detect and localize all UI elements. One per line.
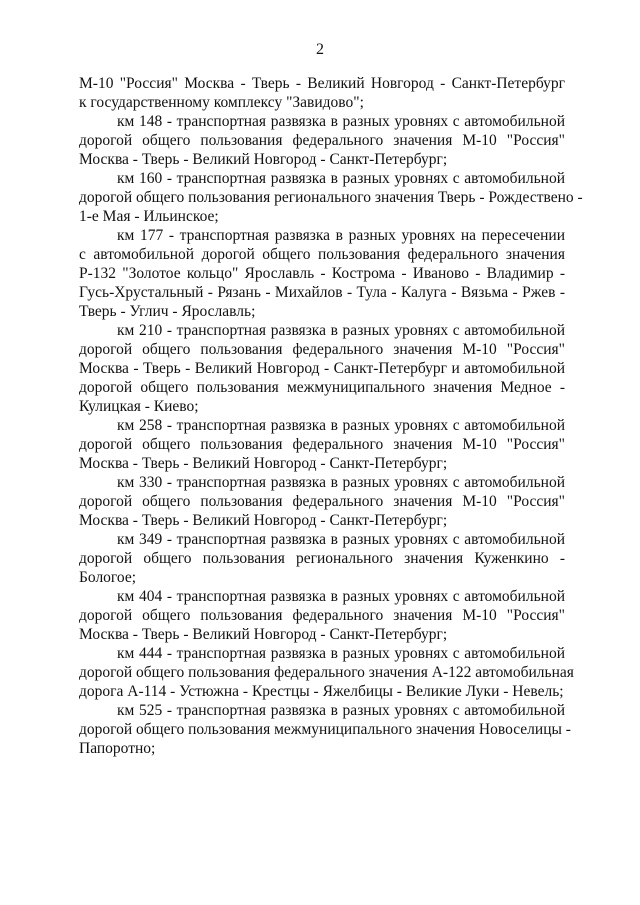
text-line: к государственному комплексу "Завидово";: [79, 94, 364, 111]
text-line: М-10 "Россия" Москва - Тверь - Великий Новгород - Санкт-Петербург: [79, 75, 565, 92]
paragraph-km-349: [79, 530, 565, 587]
text-line: Кулицкая - Киево;: [79, 398, 199, 415]
text-line: км 404 - транспортная развязка в разных уровнях с автомобильной: [117, 588, 565, 605]
text-line: 1-е Мая - Ильинское;: [79, 208, 219, 225]
paragraph-km-525: [79, 701, 571, 758]
text-line: км 525 - транспортная развязка в разных уровнях с автомобильной: [117, 702, 565, 719]
paragraph-km-210: [79, 321, 565, 416]
text-line: км 349 - транспортная развязка в разных уровнях с автомобильной: [117, 531, 565, 548]
text-line: Москва - Тверь - Великий Новгород - Санкт-Петербург и автомобильной: [79, 360, 565, 377]
text-line: км 330 - транспортная развязка в разных уровнях с автомобильной: [117, 474, 565, 491]
text-line: км 258 - транспортная развязка в разных уровнях с автомобильной: [117, 417, 565, 434]
text-line: дорогой общего пользования межмуниципального значения Новоселицы -: [79, 721, 571, 738]
text-line: км 444 - транспортная развязка в разных уровнях с автомобильной: [117, 645, 565, 662]
paragraph-km-404: [79, 587, 565, 644]
text-line: Папоротно;: [79, 740, 156, 757]
text-line: дорогой общего пользования федерального значения М-10 "Россия": [79, 436, 565, 453]
text-line: дорогой общего пользования регионального значения Тверь - Рождествено -: [79, 189, 583, 206]
text-line: км 160 - транспортная развязка в разных уровнях с автомобильной: [117, 170, 565, 187]
text-line: дорогой общего пользования федерального значения М-10 "Россия": [79, 132, 565, 149]
paragraph-km-148: [79, 112, 565, 169]
text-line: дорогой общего пользования межмуниципального значения Медное -: [79, 379, 565, 396]
page-number: 2: [316, 41, 324, 58]
text-line: Москва - Тверь - Великий Новгород - Санкт-Петербург;: [79, 626, 448, 643]
paragraph-km-444: [79, 644, 574, 701]
text-line: дорогой общего пользования федерального значения М-10 "Россия": [79, 493, 565, 510]
text-line: км 148 - транспортная развязка в разных уровнях с автомобильной: [117, 113, 565, 130]
text-line: Москва - Тверь - Великий Новгород - Санкт-Петербург;: [79, 151, 448, 168]
text-line: Москва - Тверь - Великий Новгород - Санкт-Петербург;: [79, 455, 448, 472]
text-line: дорогой общего пользования регионального значения Куженкино -: [79, 550, 565, 567]
text-line: км 210 - транспортная развязка в разных уровнях с автомобильной: [117, 322, 565, 339]
paragraph-km-177: [79, 226, 565, 321]
paragraph-km-160: [79, 169, 583, 226]
text-line: Бологое;: [79, 569, 137, 586]
text-line: Тверь - Углич - Ярославль;: [79, 303, 256, 320]
text-line: Гусь-Хрустальный - Рязань - Михайлов - Тула - Калуга - Вязьма - Ржев -: [79, 284, 565, 301]
text-line: дорога А-114 - Устюжна - Крестцы - Яжелбицы - Великие Луки - Невель;: [79, 683, 564, 700]
text-line: Москва - Тверь - Великий Новгород - Санкт-Петербург;: [79, 512, 448, 529]
paragraph-km-330: [79, 473, 565, 530]
paragraph-continuation: [79, 74, 565, 112]
text-line: Р-132 "Золотое кольцо" Ярославль - Кострома - Иваново - Владимир -: [79, 265, 565, 282]
text-line: дорогой общего пользования федерального значения М-10 "Россия": [79, 341, 565, 358]
text-line: дорогой общего пользования федерального значения М-10 "Россия": [79, 607, 565, 624]
text-line: дорогой общего пользования федерального значения А-122 автомобильная: [79, 664, 574, 681]
text-line: с автомобильной дорогой общего пользования федерального значения: [79, 246, 565, 263]
document-body: [79, 74, 583, 758]
paragraph-km-258: [79, 416, 565, 473]
text-line: км 177 - транспортная развязка в разных уровнях на пересечении: [117, 227, 565, 244]
